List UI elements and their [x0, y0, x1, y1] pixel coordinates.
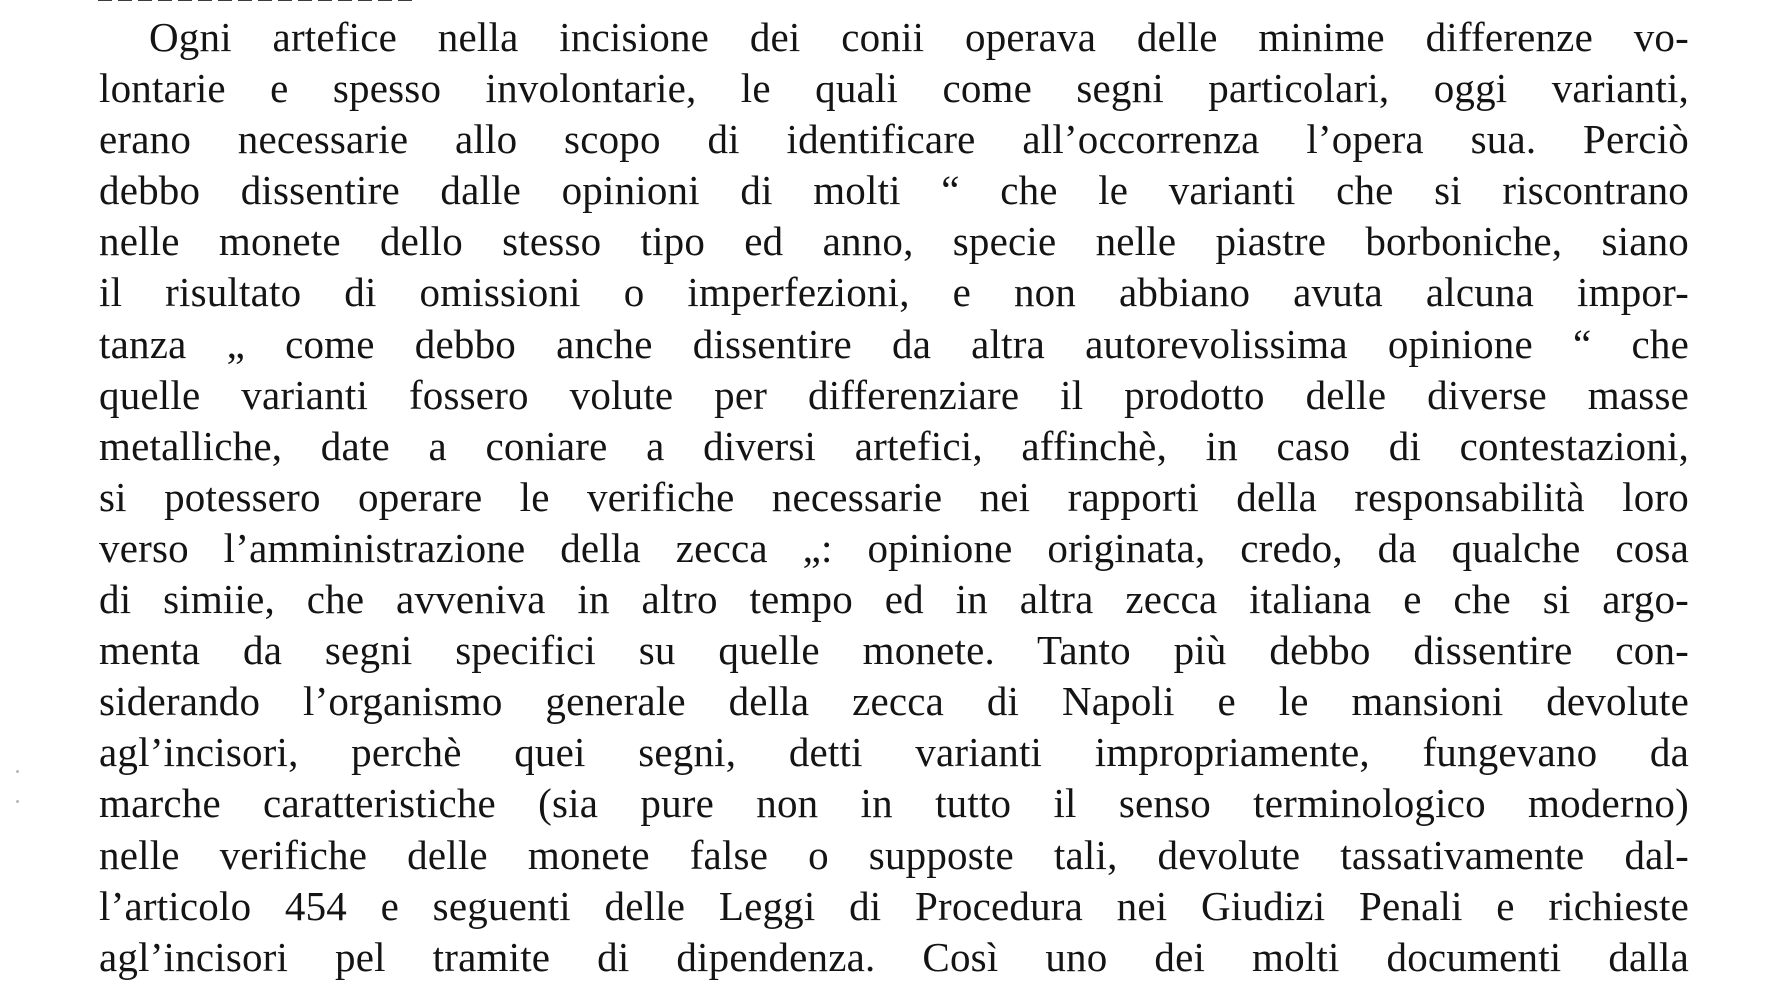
- text-line: agl’incisori, perchè quei segni, detti varianti impropriamente, fungevano da: [99, 729, 1689, 776]
- cropped-previous-line: [98, 0, 418, 4]
- scan-speck: [16, 800, 19, 803]
- text-line: metalliche, date a coniare a diversi artefici, affinchè, in caso di contestazioni,: [99, 422, 1689, 469]
- text-line: lontarie e spesso involontarie, le quali come segni particolari, oggi varianti,: [99, 65, 1689, 112]
- text-line: menta da segni specifici su quelle monete. Tanto più debbo dissentire con-: [99, 627, 1689, 674]
- scan-speck: [16, 770, 19, 773]
- text-line: debbo dissentire dalle opinioni di molti “ che le varianti che si riscontrano: [99, 167, 1689, 214]
- text-line: nelle monete dello stesso tipo ed anno, specie nelle piastre borboniche, siano: [99, 218, 1689, 265]
- text-line: si potessero operare le verifiche necessarie nei rapporti della responsabilità loro: [99, 473, 1689, 520]
- text-line: quelle varianti fossero volute per differenziare il prodotto delle diverse masse: [99, 371, 1689, 418]
- text-line: il risultato di omissioni o imperfezioni, e non abbiano avuta alcuna impor-: [99, 269, 1689, 316]
- text-line: siderando l’organismo generale della zecca di Napoli e le mansioni devolute: [99, 678, 1689, 725]
- text-line: erano necessarie allo scopo di identificare all’occorrenza l’opera sua. Perciò: [99, 116, 1689, 163]
- text-line: tanza „ come debbo anche dissentire da altra autorevolissima opinione “ che: [99, 320, 1689, 367]
- text-line: verso l’amministrazione della zecca „: opinione originata, credo, da qualche cosa: [99, 524, 1689, 571]
- text-line: nelle verifiche delle monete false o supposte tali, devolute tassativamente dal-: [99, 831, 1689, 878]
- text-line: di simiie, che avveniva in altro tempo ed in altra zecca italiana e che si argo-: [99, 576, 1689, 623]
- text-line: l’articolo 454 e seguenti delle Leggi di Procedura nei Giudizi Penali e richieste: [99, 882, 1689, 929]
- text-line: Ogni artefice nella incisione dei conii operava delle minime differenze vo-: [149, 14, 1689, 60]
- text-line: marche caratteristiche (sia pure non in tutto il senso terminologico moderno): [99, 780, 1689, 827]
- body-paragraph: [99, 12, 1689, 983]
- text-line: agl’incisori pel tramite di dipendenza. Così uno dei molti documenti dalla: [99, 933, 1689, 980]
